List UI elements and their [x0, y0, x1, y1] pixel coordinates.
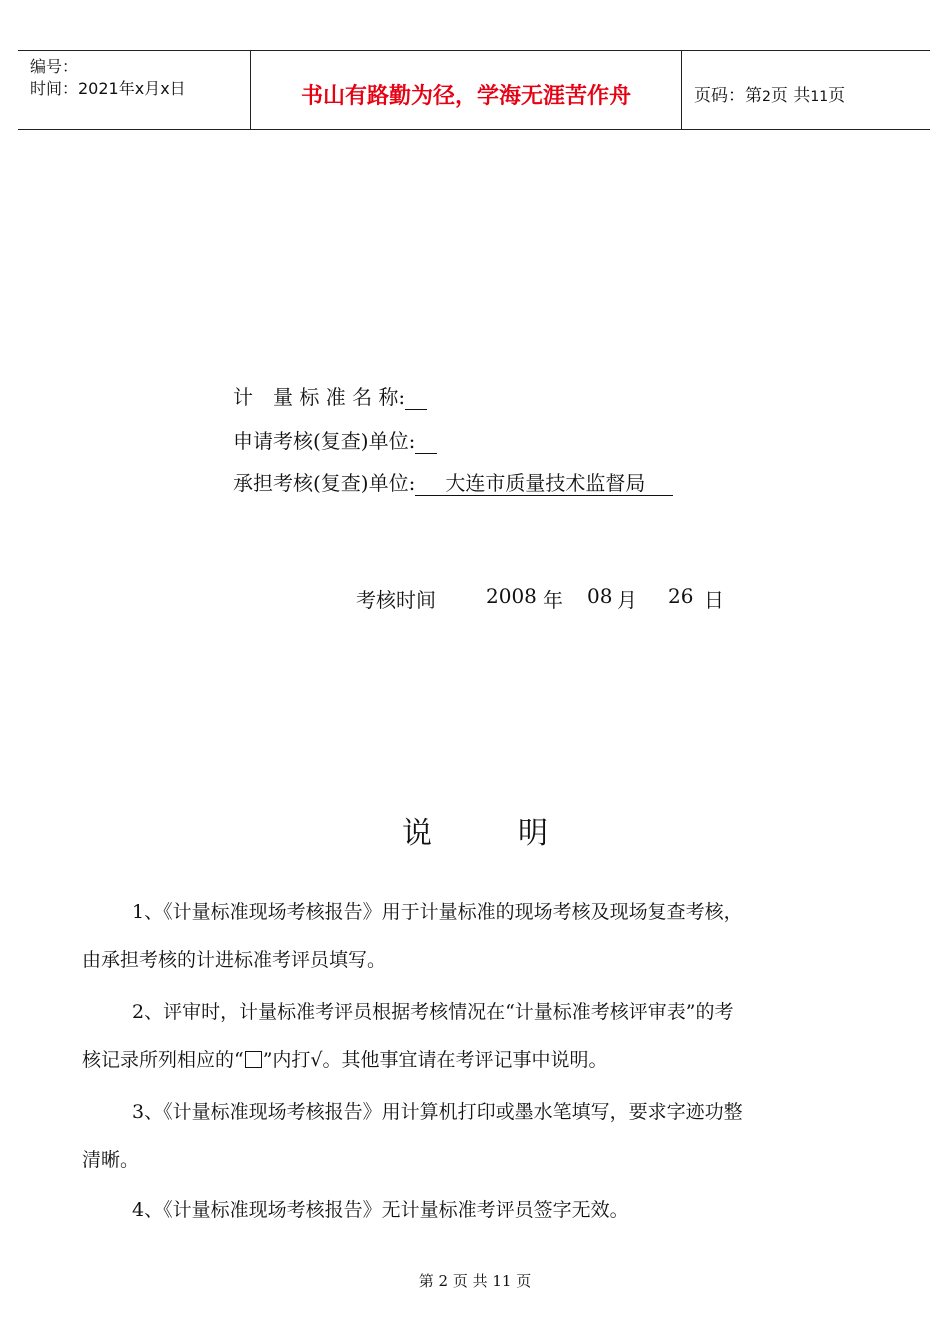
instruction-3: [82, 1088, 872, 1184]
instruction-2-line-1: 2、评审时，计量标准考评员根据考核情况在“计量标准考核评审表”的考: [132, 1001, 734, 1023]
page-prefix: 页码：第: [694, 86, 762, 106]
page-suffix: 页: [828, 86, 846, 106]
header-table: [18, 50, 930, 130]
instruction-4: [82, 1186, 872, 1234]
instruction-2-line-2-b: ”内打√。其他事宜请在考评记事中说明。: [262, 1049, 608, 1071]
date-year-unit: 年: [543, 588, 563, 612]
instruction-4-line-1: 4、《计量标准现场考核报告》无计量标准考评员签字无效。: [132, 1199, 629, 1221]
header-right-cell: [682, 51, 930, 129]
section-title-char-2: 明: [518, 816, 548, 851]
header-middle-cell: [250, 51, 682, 129]
header-left-cell: [18, 51, 250, 129]
page-indicator: [694, 81, 845, 106]
time-line: 时间：2021年x月x日: [30, 79, 186, 98]
page-total: 11: [810, 89, 829, 105]
standard-name-value[interactable]: [405, 387, 427, 410]
instruction-2-line-2-a: 核记录所列相应的“: [82, 1049, 244, 1071]
date-year: 2008: [486, 584, 537, 608]
page-footer: 第 2 页 共 11 页: [418, 1272, 532, 1290]
page-mid: 页 共: [770, 86, 811, 106]
date-month-unit: 月: [617, 588, 637, 612]
instruction-2-line-2: [82, 1036, 872, 1084]
instruction-1: [82, 888, 872, 984]
instruction-1-line-2: 由承担考核的计进标准考评员填写。: [82, 949, 387, 971]
applicant-label: 申请考核(复查)单位:: [233, 429, 416, 453]
assessor-value[interactable]: 大连市质量技术监督局: [415, 471, 673, 496]
date-day-unit: 日: [704, 588, 724, 612]
section-title-char-1: 说: [402, 816, 432, 851]
standard-name-label: 计 量 标 准 名 称:: [233, 385, 406, 409]
date-label: 考核时间: [356, 588, 436, 612]
instruction-1-line-1: 1、《计量标准现场考核报告》用于计量标准的现场考核及现场复查考核，: [132, 901, 743, 923]
checkbox-icon: [245, 1051, 262, 1068]
motto: 书山有路勤为径，学海无涯苦作舟: [300, 84, 631, 109]
instruction-2: [82, 988, 872, 1084]
date-month: 08: [587, 584, 613, 608]
applicant-value[interactable]: [415, 431, 437, 454]
instruction-3-line-2: 清晰。: [82, 1149, 140, 1171]
assessor-label: 承担考核(复查)单位:: [233, 471, 416, 495]
serial-label: 编号：: [30, 57, 79, 76]
date-day: 26: [668, 584, 694, 608]
applicant-field: [233, 428, 437, 454]
assessor-field: [233, 470, 673, 496]
standard-name-field: [233, 384, 427, 410]
page-number: 2: [762, 89, 771, 105]
instruction-3-line-1: 3、《计量标准现场考核报告》用计算机打印或墨水笔填写，要求字迹功整: [132, 1101, 743, 1123]
